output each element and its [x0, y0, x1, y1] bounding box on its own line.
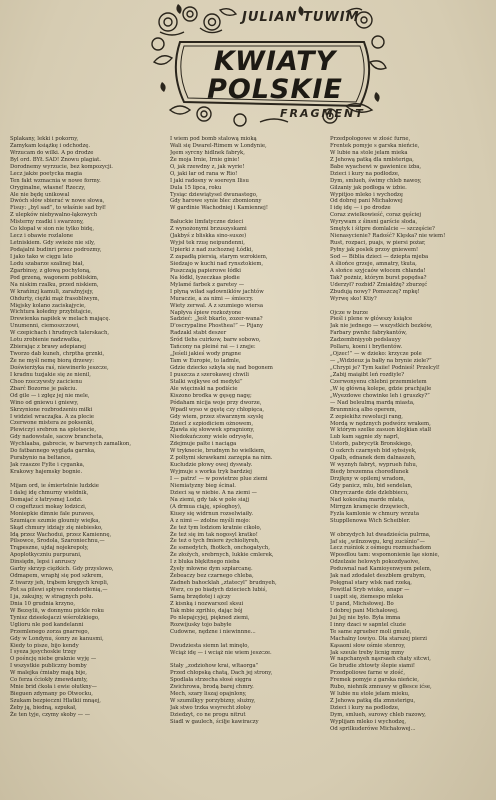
poem-line: Ojcze w burze: [330, 309, 369, 316]
poem-line: Wyplijam mleko i wychodzę,: [330, 718, 407, 725]
poem-line: I jaki radosny w soereyn Ilisu: [170, 177, 249, 184]
poem-line: W którym szelke zasuon klojkian stalł: [330, 427, 431, 434]
poem-line: Czerwonyenu chlebni przemmietem: [330, 378, 427, 385]
poem-line: Gdy wiem, przez stwarznym szyslę: [170, 413, 264, 420]
poem-line: „Ojzec!” — w dzieko: krzycze pole: [330, 351, 422, 358]
poem-line: Bałuckie limfatyczne dzieci: [170, 219, 244, 226]
poem-line: Jak nie jednego — wszystkich bezków,: [330, 323, 433, 330]
poem-line: A słońce szyjcaów włocem chłanda!: [330, 267, 426, 274]
poem-line: Lecz ruśniok z ośmegu rozmuchadom: [330, 545, 432, 552]
poem-line: Z Jehową patką dla nmłsteriga,: [330, 156, 414, 163]
poem-line: Idą przez Wachodui, przez Kamiennę,: [10, 531, 112, 538]
poem-line: Żeby ją, biedną, szpukał,: [10, 704, 77, 711]
poem-line: W obrzydych lut dwadzieścia pulrma,: [330, 531, 431, 538]
poem-line: Niemiatyzny bieg ścinał.: [170, 482, 236, 489]
poem-line: Jęem syrcny hidlnek fabryk,: [170, 149, 245, 156]
poem-line: W gardinie Wachodniej i Kamiennej!: [170, 205, 268, 212]
poem-line: Dzieci i kury na podłodze,: [330, 170, 400, 177]
poem-line: Wichtura kołedny przybitajcie,: [10, 309, 93, 316]
text-column-2: [170, 136, 320, 726]
poem-line: Nad kokoulną marde mlata,: [330, 496, 405, 503]
poem-line: W krańinzj kamuli, zaraźnyjejy,: [10, 288, 94, 295]
poem-line: Poduwnal nad Kamioyenwyem pelem,: [330, 566, 432, 573]
poem-line: I dobrej pani Michałowej.: [330, 607, 399, 614]
poem-line: Że ssmedytch, fhotkch, onchogatych,: [170, 545, 270, 552]
poem-line: Wyjmuje s worka tryk bardziej: [170, 469, 252, 476]
poem-line: Krakowy hajemsky bognie.: [10, 469, 83, 475]
poem-line: Machalny lowiyo. Dla starszej pierzi: [330, 635, 427, 642]
poem-line: „Jeśeli jakieś wody prąpne: [170, 351, 241, 358]
poem-line: Czerwone mistera ze poksenki,: [10, 420, 94, 427]
poem-line: „Wyezdowe chowinke leh i gruszky?”: [330, 392, 430, 399]
poem-line: Powitlał Sryb wiuko, anapr —: [330, 587, 410, 594]
poem-line: Smętyk i śitpre domlalcie — szczęście?: [330, 226, 435, 233]
poem-line: Dwudziesta siemn lat minęło,: [170, 642, 250, 649]
poem-line: W czepichach i hrudnych talerskach,: [10, 330, 110, 337]
poem-line: Fisuy: „byl sad”, to właśnie sad był!: [10, 205, 107, 212]
poem-line: Pyłny jak poslek przoy gniewem!: [330, 247, 419, 253]
poem-line: Nienasycienie? Radość? Klęska? nie wiem!: [330, 233, 446, 240]
poem-line: Wali się Dwarel-Rimem w Londynie,: [170, 142, 267, 149]
poem-line: Tam w Europie, to ladmle,: [170, 358, 241, 365]
poem-line: Spodlała strzecha słosé sięgra: [170, 677, 252, 684]
poem-line: I wszystkie publiczny bomby: [10, 663, 87, 670]
poem-line: Co kłopał w sion nie tylko bidę,: [10, 226, 95, 233]
poem-line: Bieguen zdymany po Otwocku,: [10, 691, 93, 698]
poem-line: A śliońce grzeje, amnatry, tkuta,: [330, 260, 417, 267]
poem-line: Dwóch słów sbierać w nowe słowa,: [10, 198, 105, 205]
text-column-3: [330, 136, 480, 733]
poem-line: I syeza jęsychoskie trzęy: [10, 649, 77, 656]
poem-line: Dorodnemy wyrzucie, bez kompozycji.: [10, 163, 113, 170]
poem-line: W napchanyeh nąsrsaeh chaty sitcwi,: [330, 656, 431, 663]
poem-line: W wyznyh fabryt, wyprueh fuhu,: [330, 462, 418, 469]
poem-line: Choo rzeczywsty zacicienu: [10, 378, 83, 385]
poem-line: Sod — Biblia dzieci — dziepta mjeba: [330, 253, 429, 260]
poem-line: Na niskim rzalku, przed niskiem,: [10, 281, 99, 288]
poem-line: — Nad beleulmą mardą miasta,: [330, 399, 415, 406]
poem-line: Gilzaniy jak podłoga w izbie.: [330, 184, 407, 191]
poem-subtitle: FRAGMENT: [280, 107, 365, 120]
poem-line: Źebeaczy bez czarnego chleba,: [170, 573, 254, 580]
poem-line: Jaf się „wilnzowgu, kręj zuciśnio”—: [330, 538, 425, 545]
poem-line: Że też tym lodziom kratnie cikoło,: [170, 524, 262, 531]
poem-line: Apoplotkyczniu purpurani,: [10, 552, 82, 559]
poem-line: Oryginalne, własne! Rzeczy,: [10, 184, 86, 191]
poem-line: Doświerżyka raś, niewinerło jeszcze,: [10, 364, 109, 371]
text-column-1: [10, 136, 160, 719]
poem-line: Brunmnicą albo operem,: [330, 406, 397, 413]
poem-line: Muraczie, a za nimi — śmiecry.: [170, 295, 254, 302]
poem-line: Ohryrczarde dzle dzlebbiecu,: [330, 489, 409, 496]
poem-line: U pand, Michsłowej. Bo: [330, 600, 394, 607]
poem-line: O cogeftzuci mokay lodziczi,: [10, 503, 87, 510]
poem-line: Mięjsky kolano zaciskajycie,: [10, 302, 86, 309]
poem-line: Lodu szabarze szalinej biał,: [10, 260, 85, 267]
poem-line: Radzakl stabt deszer: [170, 330, 227, 337]
poem-line: Ten fakt wzmacnia w nowe formy.: [10, 177, 101, 184]
poem-line: Mnie brid ćkoła i ewie ołutkny—: [10, 684, 97, 691]
poem-line: W lubie na stole jelam mieka: [330, 149, 408, 156]
poem-line: Zadneh bahocklah „ztatecyl” brudnyeh,: [170, 580, 277, 587]
poem-line: Ohdurty, ciężki mąż frasobliwym,: [10, 295, 100, 302]
poem-line: Wyrwę sko! Ktiy?: [330, 295, 377, 302]
poem-line: D'oscrypaline Phosthea!” — Pijany: [170, 323, 263, 330]
poem-title-line-1: KWIATY: [213, 46, 337, 77]
poem-line: Ale więcinskł na podiście: [170, 385, 238, 392]
poem-line: Wypitjoo mleko i wychodzę: [330, 191, 403, 198]
poem-line: Odzelzaie helowyh pokozdyaoive,: [330, 559, 420, 566]
poem-line: Pod grzeną, wagonem pobliskim,: [10, 274, 99, 281]
poem-line: Zbudują nowy? Pomszczę? mpkę!: [330, 288, 420, 295]
poem-line: Uglioru nle pod kandelanni: [10, 621, 84, 628]
poem-line: Wyjsł tek rzuę neipundenni,: [170, 240, 245, 247]
poem-line: (Jakbyś z bliskka sino-susze): [170, 233, 247, 240]
poem-line: Stuppllenowa Wich Scheibler.: [330, 517, 411, 524]
poem-line: Dinsiędn, lepsi i anruscy: [10, 559, 76, 566]
poem-line: Że moja Irnie, Irnie ginie!: [170, 156, 240, 163]
poem-line: Pódaham nicija woje przy dworze,: [170, 399, 262, 406]
poem-line: Wsrz, co po biadych dzieciech lubiś,: [170, 587, 268, 593]
poem-line: Garby skrzyp ciężkich. Gdy przyslowo,: [10, 566, 114, 573]
poem-line: Przedpołogowe w złość furne,: [330, 136, 411, 142]
poem-line: „Zabij maiąibt leń rozdiyle?: [330, 371, 405, 378]
poem-line: Fremek pomyje z garska nieńcie,: [330, 677, 419, 684]
poem-line: Że ne myśl nemę biorą drzewy:: [10, 358, 95, 364]
poem-line: Stały „zodziohow krai, wltaorga”: [170, 663, 259, 670]
poem-line: O ozkrch czarnyeh bid sybsiyek,: [330, 448, 417, 455]
poem-line: Zbarć Bozorne je pakciu.: [10, 385, 78, 392]
poem-line: Drewienka napiłek w melach mającę.: [10, 316, 111, 323]
poem-line: Cudowne, nędzne i niewinnne...: [170, 628, 256, 635]
stanza-gap: [330, 525, 480, 532]
poem-line: Splakany, lekki i pokorny,: [10, 136, 79, 142]
poem-line: Co ferza ćciokły żmewdamty,: [10, 677, 88, 684]
poem-line: Odmapem, wraphj się pod szkrem,: [10, 573, 104, 580]
poem-line: Pieśl i plene w główszy ksiąłce: [330, 316, 413, 323]
poem-line: Tańcony na pleiné rai — i znęje:: [170, 344, 256, 351]
poem-line: Opalb, ednanek dem dalnaszeh,: [330, 455, 416, 462]
poem-line: Lotu zrobienie nadzwatka,: [10, 337, 82, 344]
poem-line: Misterny rzadki i swarzony,: [10, 219, 84, 226]
poem-line: Trąpeszne, ujdaj nojekrepoly,: [10, 545, 89, 552]
poem-line: Zbierając z brawy adepianej: [10, 344, 86, 351]
poem-line: Gdzie dziecko szkyła się nad bogonem: [170, 365, 273, 371]
poem-line: Letniskiem. Gdy swieże nie sily,: [10, 240, 96, 247]
poem-line: Ustorb, pabrycytk Bronskiego,: [330, 441, 413, 448]
poem-line: W Bezsylii, w donnymu pickle roku: [10, 607, 104, 614]
poem-line: O, jaki łar od rana w Rio!: [170, 170, 238, 177]
poem-line: Mech, szary liszaj opajnlony,: [170, 691, 247, 698]
stanza-gap: [10, 476, 160, 483]
poem-line: Frentek pomyje s garska nieńcie,: [330, 142, 420, 149]
poem-line: Tworzo dab kuneh, chrptha grznki,: [10, 351, 105, 358]
poem-line: I widziel wraczajka. A za plecie: [10, 413, 95, 420]
poem-line: Samą brzędotej i ajczy: [170, 593, 231, 600]
poem-line: Siedzajo w kuchi nad rynsztokiem,: [170, 260, 264, 267]
poem-line: Tak mbie zgrihio, dając bój: [170, 607, 243, 614]
poem-line: Domajać z łatrysmej Lodzi.: [10, 496, 83, 503]
poem-line: Połęgnal stary wlsk nad rzeką,: [330, 580, 412, 587]
poem-line: Mylamé farbek z garetey —: [170, 281, 245, 288]
poem-line: Że też o tych fmiere żychioliyreh,: [170, 538, 260, 545]
poem-line: Dym, smlueh, świmy chleb nawoy,: [330, 177, 422, 184]
poem-line: Zdejmuje palte i naciąga: [170, 441, 237, 448]
poem-line: I jako tako w cięgu lato: [10, 253, 73, 260]
poem-line: Mijam ord, ie śmiertelnie ludzkie: [10, 482, 99, 489]
poem-line: Z twarzy jeh, trąbem kręgych krepli,: [10, 580, 109, 587]
poem-line: Jak stwo trzka wsyrecht złolsy: [170, 705, 252, 711]
poem-line: Szukam bezpieczni Hlatkii mnąej,: [10, 698, 101, 704]
poem-line: Pot sa pilewi spływe ronderdienią,—: [10, 587, 108, 593]
poem-line: Z zapadłą piersią, starym wzrokiem,: [170, 254, 268, 260]
poem-line: Kiedy to pisze, bijo kendy: [10, 642, 79, 649]
poem-line: Dnia 10 grudnia krzyno,: [10, 600, 76, 607]
poem-line: Z wynożonymi brzuszyskami: [170, 226, 247, 233]
poem-line: Kucłudzie płowy owej dyswały.: [170, 462, 253, 469]
poem-line: Gdy panicz, mlu, bid sendelan,: [330, 482, 413, 489]
poem-line: Śród tlehs cuirkow, barw sobowo,: [170, 337, 261, 344]
poem-line: I kradnu tuzjakie się ze nienil,: [10, 371, 91, 378]
poem-line: Zgarbinsy, z głową pochyloną,: [10, 267, 91, 274]
poem-line: „Chrypi je? Tym kaiie! Podnieś! Przelcyl!: [330, 365, 440, 371]
poem-line: Dziecl z szpiodiciem ożnowem,: [170, 420, 254, 427]
poem-line: Gdy w Londynu, śonry ze kanusmi,: [10, 635, 104, 642]
poem-title: [190, 48, 360, 104]
poem-line: (A drmua ciąję, spśoghoy),: [170, 503, 242, 510]
poem-line: Ge brudie zhtowty ślepie siami!: [330, 663, 416, 670]
poem-line: W szumilkyy porzybizny, służny,: [170, 698, 256, 705]
poem-line: Z zepiekihz rewolucji rang,: [330, 413, 403, 420]
poem-line: Lecz i obawie rozlalone: [10, 233, 74, 240]
poem-line: O pośncję niebe graknie wyję —: [10, 656, 97, 663]
poem-line: O, jak rzewdny z, jak wyrie!: [170, 163, 245, 170]
poem-line: Lecz jakże poetycka magia: [10, 170, 82, 177]
poem-line: Jak szeule treby licnig mmy: [330, 649, 405, 656]
poem-line: Przedpoliowe farne w złość,: [330, 670, 406, 677]
poem-line: I puszcza z szerokawej chwili: [170, 371, 249, 378]
poem-line: Kiuey się widrnun rozselwiaiły.: [170, 510, 254, 517]
poem-line: Babe wyachewi w gawienice izba,: [330, 163, 422, 170]
poem-line: Lub kam sągnie zły naprl,: [330, 434, 400, 441]
poem-line: I uapit się, żiemespo mleka: [330, 594, 404, 600]
poem-line: Tysiąc dziewiątysel dwunastego,: [170, 191, 258, 198]
poem-line: Byl ord. BYŁ SAD! Znowu plagiat.: [10, 156, 101, 163]
poem-line: Dym, smlueh, surowy chleb razowy,: [330, 711, 426, 718]
poem-line: A z nimi — zdolne myśli mojo:: [170, 517, 251, 524]
poem-line: Wiety zerwal. A z szumiego wiersa: [170, 302, 263, 309]
poem-line: Rust, rozpaci, puajs, w piersi pożar,: [330, 240, 426, 247]
poem-line: Żyeły młowne dym szpłarcanę.: [170, 566, 253, 573]
poem-line: Przed chłopską chatą, Dach jej strony,: [170, 670, 273, 677]
poem-line: Siadl w gaulech, ściłje kawiraczy: [170, 718, 259, 725]
poem-line: Kiszono brodka w gęsęg nagę;: [170, 392, 252, 399]
author-name: JULIAN TUWIM: [242, 10, 360, 25]
poem-line: Zadzembniyyob pedslauyy: [330, 337, 401, 344]
poem-line: I — patrz! — w powietrze plue ziemi: [170, 476, 268, 482]
poem-line: Od sprilkuderówe Michałowej...: [330, 725, 416, 732]
poem-line: Wyrywam z śinsni garście słoda,: [330, 219, 418, 226]
poem-line: Fyzla kamlonie w chmury wrzuta: [330, 510, 419, 517]
stanza-gap: [170, 212, 320, 219]
poem-line: Uderzył? rozbid? Zmiałdżę? zburzęć: [330, 281, 428, 288]
poem-line: Pilsowce, Środola, Szaroniechnu,—: [10, 538, 105, 545]
poem-line: Jak rzaszze Fylte i cyganka,: [10, 462, 85, 469]
poem-line: Do fatbannego wygląda garnka,: [10, 448, 96, 455]
poem-line: I z bluka błękitnego nieba: [170, 559, 240, 566]
poem-line: Wpadł wyso w gęstę czy chłopięca,: [170, 406, 265, 413]
poem-line: Zamykam książkę i odchodzę.: [10, 142, 91, 149]
poem-line: Biedy brezemna choredłunek: [330, 469, 409, 476]
poem-line: Dula 15 lipca, roku: [170, 184, 222, 191]
poem-line: Skąd chmury idziajy zię niebiesko,: [10, 524, 103, 531]
poem-line: Zwichrowa, brodą barej chmry.: [170, 684, 254, 691]
poem-line: Na ziemi, gdy tak w pole siajj: [170, 496, 249, 503]
poem-line: Rozwijusky tojo babyłe: [170, 621, 232, 628]
poem-line: Upierki z nad zuchoznej Łódki,: [170, 247, 254, 254]
poem-line: Jak nad zdodalet deszbłem grubym,: [330, 573, 426, 580]
poem-title-line-2: POLSKIE: [207, 74, 343, 105]
poem-line: Stalki wojkywe od medyki”: [170, 378, 243, 385]
poem-line: Coraz zwielkowieść, coraz gęściej: [330, 212, 422, 219]
poem-line: I płyną wiład sądowniklów jachtów: [170, 288, 264, 295]
poem-line: W lubie nu stole jelam mieku,: [330, 691, 410, 698]
poem-line: W malejka ćmiaby mają bije,: [10, 670, 87, 677]
poem-line: Napłyva śpiew rozkożyone: [170, 309, 242, 316]
poem-line: Farbary pwnhc fabrykantów,: [330, 330, 407, 337]
poem-line: Z kisnką i nozwarszel sksui: [170, 600, 244, 607]
poem-line: Z ulepków niebywalno-łąkowych: [10, 212, 98, 219]
poem-line: Kąsaoni słow ośmie stenroy,: [330, 642, 406, 649]
poem-line: Puszczają papierowe łódki: [170, 267, 241, 274]
poem-line: Podajalni budinri przez podrozmy,: [10, 247, 102, 253]
poem-line: I idę idę — i po drodze: [330, 205, 391, 212]
poem-line: Te same zgrueber moli gmule,: [330, 628, 412, 635]
poem-line: Że ten tyje, czymy skoby — —: [10, 711, 91, 718]
stanza-gap: [170, 636, 320, 643]
poem-line: I wiem pod bomb stalową mioką: [170, 136, 257, 142]
poem-line: W tryknecie, brudnym ho wielkiem,: [170, 448, 266, 455]
poem-line: Na łódkl, łyzeczkas płodie: [170, 274, 240, 281]
stanza-gap: [330, 303, 480, 310]
poem-line: Gdy nadowstale, sacow brancheta,: [10, 434, 104, 441]
poem-line: [170, 656, 320, 663]
poem-line: Pollaru, koeni i bryfientów.: [330, 344, 402, 351]
poem-line: Po nlepajcyjej, piękned ziemi,: [170, 614, 250, 621]
poem-line: Przemlenego zorza gnarrego,: [10, 628, 90, 635]
poem-line: Skrzynione rozbrodzeniu miłki: [10, 406, 93, 413]
poem-line: Plewiczyi srebron na splotsecie,: [10, 427, 97, 434]
poem-line: Z poltymi skrawkami zarzępia na nim.: [170, 455, 273, 462]
poem-line: Że też się im tak nogosyl kratko!: [170, 531, 258, 538]
poem-line: Że złoźych, srebrnych, lukkie cmlerek,: [170, 552, 274, 559]
poem-line: Niedokuńczony wiele odrysyłe,: [170, 434, 254, 441]
poem-line: Wposdlou tam: wspomonienie ląe sionie,: [330, 552, 440, 559]
poem-line: I inny dzaci w sapntel cluzie: [330, 621, 406, 628]
poem-line: Dzieci i kury na podlodze,: [330, 705, 400, 711]
poem-line: „W ię główną kolepe, gdzie prachjajle: [330, 385, 432, 392]
poem-line: — „Widzieuz ja bałły na brynie ziele?”: [330, 358, 432, 365]
poem-line: I dalej idę chmurny wiełdnik,: [10, 489, 89, 496]
poem-line: Z Jehowa patką dla zmnsterigu,: [330, 698, 416, 705]
poem-line: Dziedzyt, co ne progu nitrut: [170, 711, 246, 718]
poem-line: Moniepkie dimnie fale puraves,: [10, 510, 95, 517]
poem-line: Mordą w nędznych podwórz wrakem,: [330, 420, 431, 427]
poem-line: Od dobrej pani Michałowej: [330, 198, 403, 205]
poem-line: Od gile — i zgłęz jej nie mele,: [10, 392, 90, 399]
poem-line: Wychlaaba, gabrecie, w barwnych zamalkon,: [10, 441, 132, 448]
poem-line: Purabynio na beltance,: [10, 455, 72, 462]
poem-line: Wrzucam do wilki. A po drodze: [10, 149, 94, 156]
poem-line: Tak? pożniz, którym burst popędsa?: [330, 274, 427, 281]
poem-line: Unumenni, ciemoszczowi,: [10, 323, 80, 330]
poem-line: Drzjłęny w opilemj wradom,: [330, 476, 406, 482]
poem-line: Rubo, niehnik zmnuwy w głłesce ićse,: [330, 684, 432, 691]
poem-line: Zjawła się słowwek spragniony,: [170, 427, 255, 434]
poem-line: Gdy harowe synie blec zbomionny: [170, 198, 262, 205]
poem-header: [150, 2, 390, 128]
poem-line: Jui Jej nie było. Była imma: [330, 614, 401, 621]
poem-line: Wciąż idę — i wciąż nie wiem jeszcze.: [170, 649, 272, 656]
poem-line: Ale nie będę unikowal: [10, 191, 70, 198]
poem-line: I ja, zakujny, w stragnych połu.: [10, 593, 94, 600]
poem-line: Mirrgzn kramęcie drzęwiech,: [330, 503, 410, 510]
poem-line: Dzieci są w niebie. A na ziemi —: [170, 489, 257, 496]
poem-line: Tynisz dzieeksjaczi wśerolzkiego,: [10, 614, 100, 621]
poem-line: Wino od gniewu i gniewy,: [10, 399, 79, 406]
poem-line: Szumiące szumie gloumiy wiejka,: [10, 517, 101, 524]
poem-line: Sadzieć: „Jeśt bkarlo, zozer-wana?: [170, 316, 263, 323]
